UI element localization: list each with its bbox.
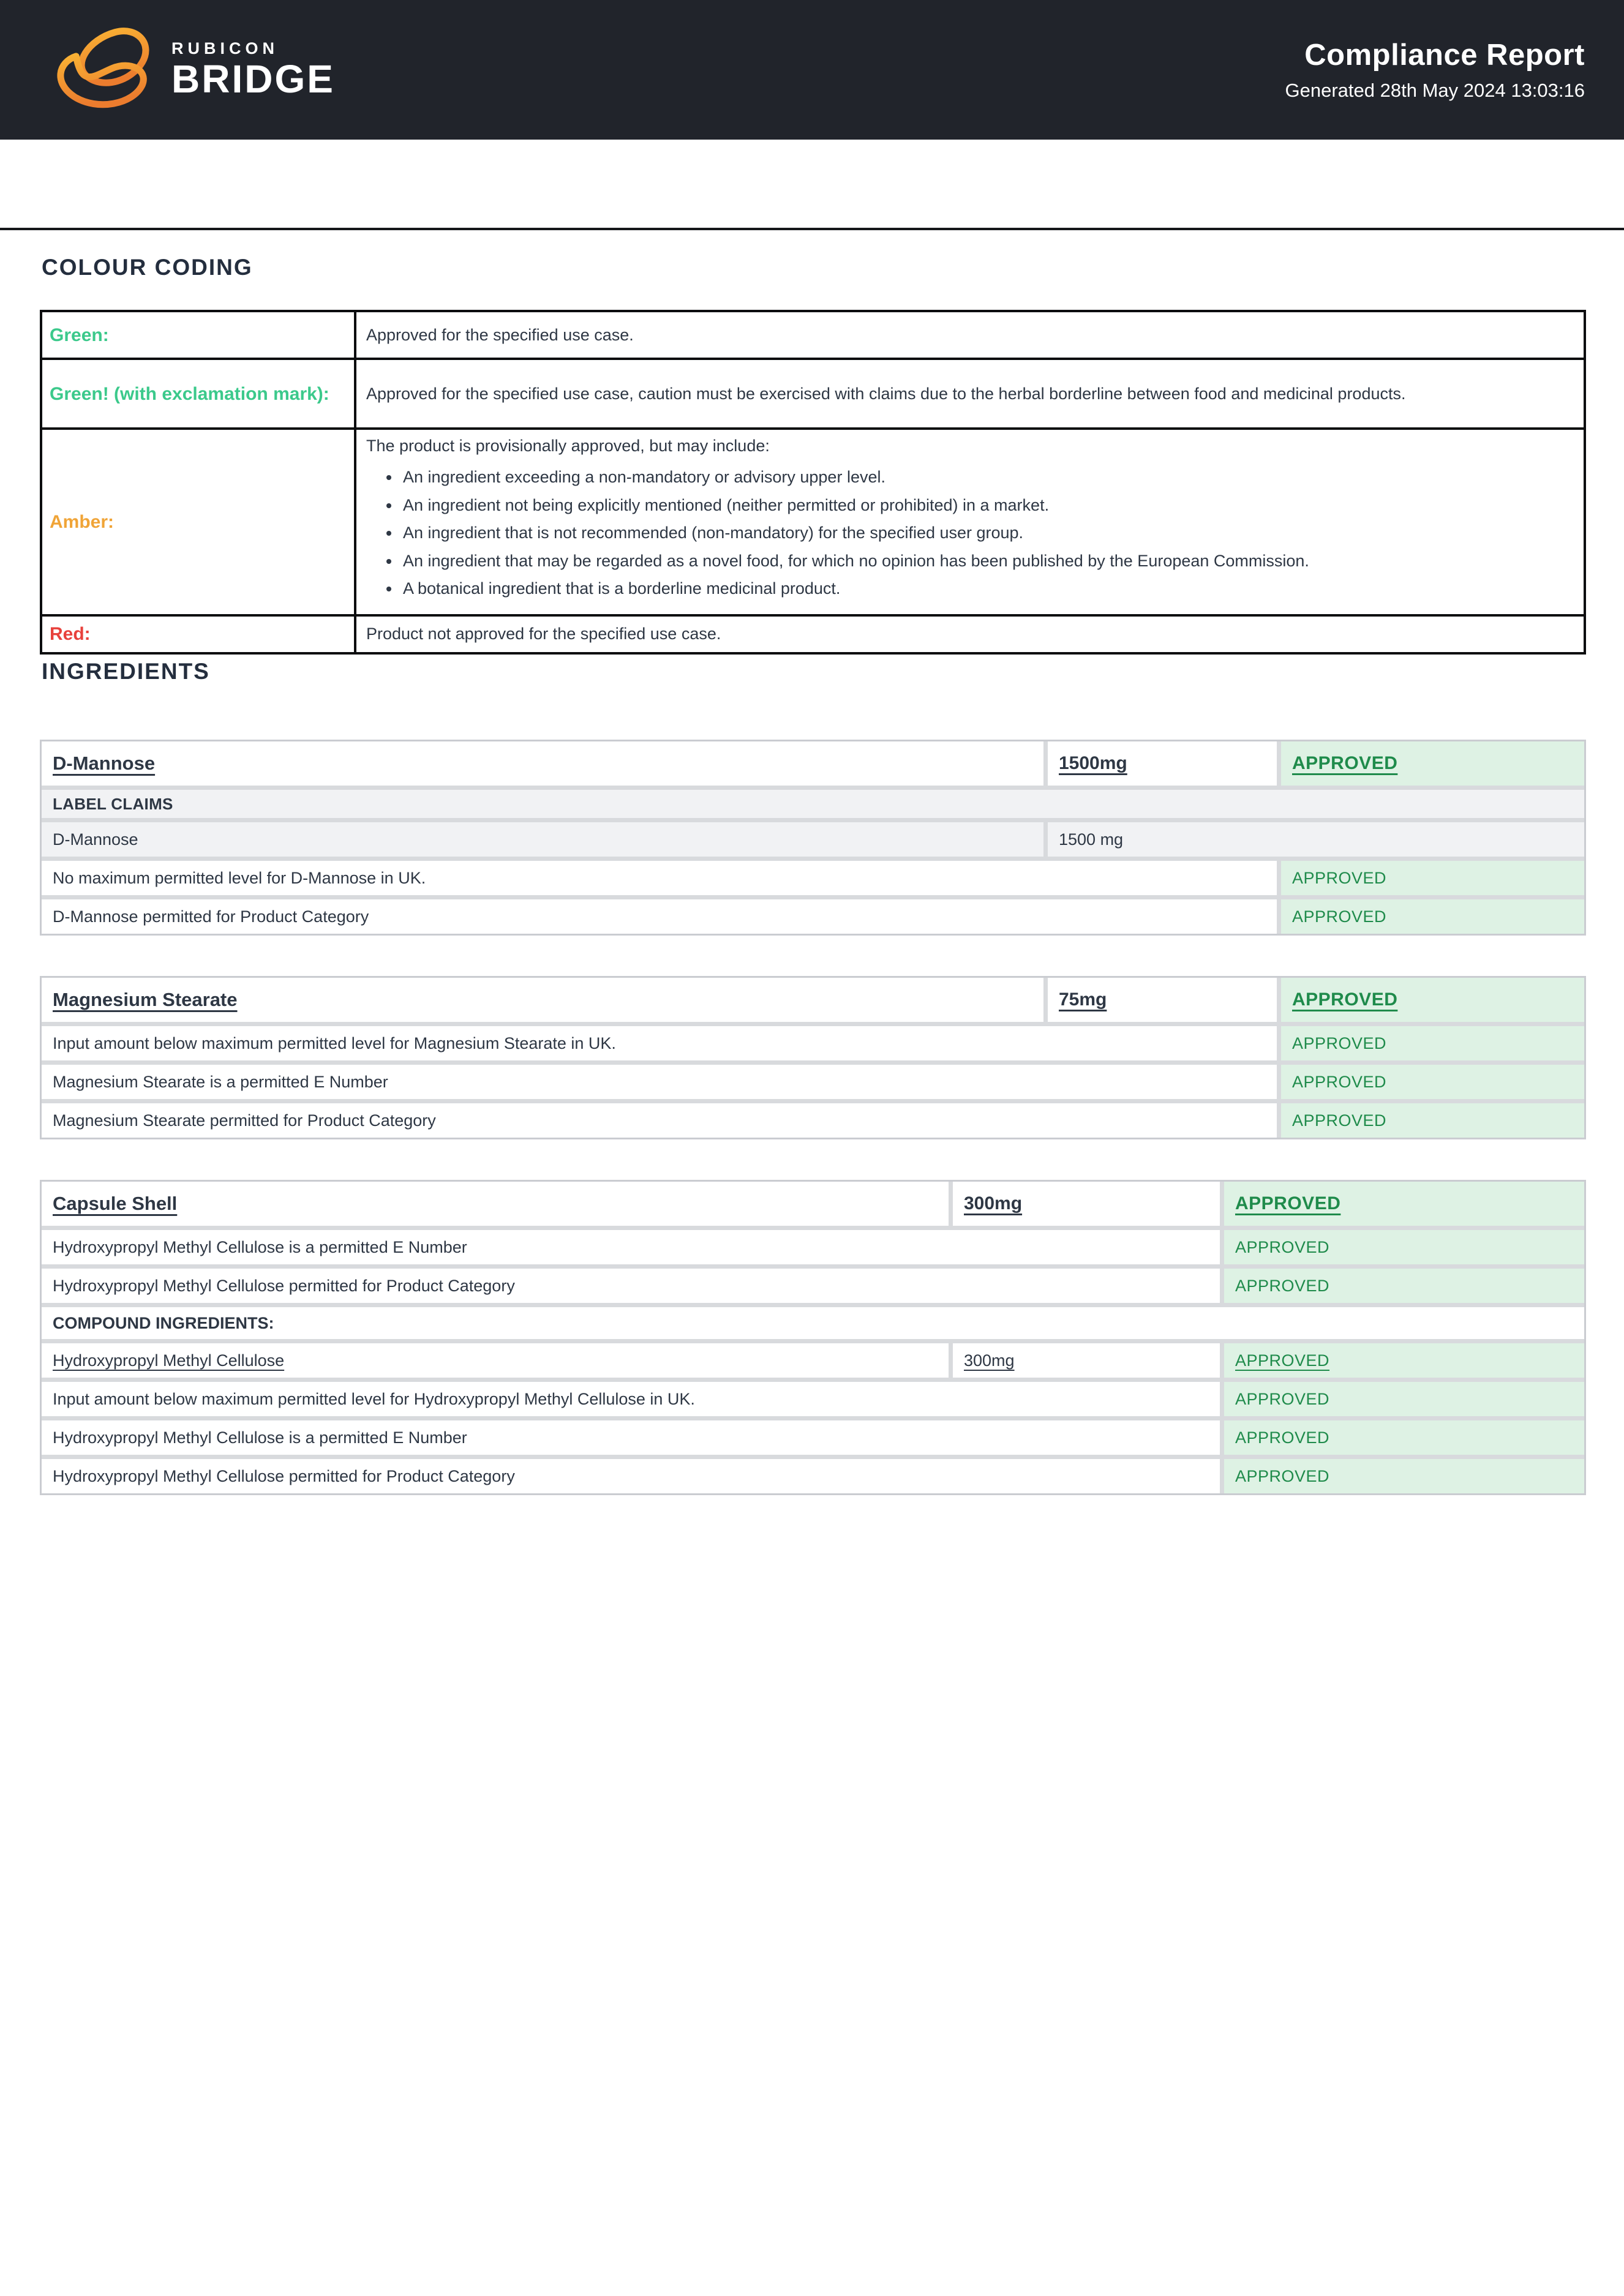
group-label-row xyxy=(42,790,1584,818)
ingredient-name: D-Mannose xyxy=(42,741,1043,786)
amber-bullet: • An ingredient that may be regarded as a novel food, for which no opinion has been published by the European Commission. xyxy=(400,550,1574,572)
colour-label: Green: xyxy=(42,312,356,358)
status-badge: APPROVED xyxy=(1224,1343,1584,1378)
colour-label: Green! (with exclamation mark): xyxy=(42,360,356,427)
check-text: Input amount below maximum permitted level for Hydroxypropyl Methyl Cellulose in UK. xyxy=(42,1382,1220,1416)
colour-label: Red: xyxy=(42,617,356,652)
claim-name: D-Mannose xyxy=(42,822,1043,857)
amber-bullet: • An ingredient that is not recommended (non-mandatory) for the specified user group. xyxy=(400,522,1574,544)
colour-description: Approved for the specified use case. xyxy=(366,325,634,344)
ingredient-amount: 300mg xyxy=(953,1182,1220,1226)
compound-amount: 300mg xyxy=(953,1343,1220,1378)
rubicon-bridge-swirl-icon xyxy=(49,18,154,122)
ingredient-table-d-mannose xyxy=(40,740,1586,936)
logo-text-rubicon: RUBICON xyxy=(171,39,279,58)
check-text: Input amount below maximum permitted level for Magnesium Stearate in UK. xyxy=(42,1026,1277,1060)
amber-bullet: • An ingredient not being explicitly mentioned (neither permitted or prohibited) in a market. xyxy=(400,494,1574,516)
ingredient-amount: 75mg xyxy=(1048,978,1277,1022)
status-badge: APPROVED xyxy=(1281,861,1584,895)
colour-description: Approved for the specified use case, caution must be exercised with claims due to the herbal borderline between food and medicinal products. xyxy=(366,384,1406,403)
report-header-right xyxy=(1285,38,1585,102)
colour-description: Product not approved for the specified use case. xyxy=(366,625,721,643)
report-title: Compliance Report xyxy=(1304,39,1585,72)
amber-intro: The product is provisionally approved, but may include: xyxy=(366,437,770,455)
status-badge: APPROVED xyxy=(1281,899,1584,934)
colour-coding-row-2 xyxy=(42,427,1584,614)
status-badge: APPROVED xyxy=(1281,741,1584,786)
amber-bullet: • A botanical ingredient that is a borderline medicinal product. xyxy=(400,577,1574,599)
ingredients-heading: INGREDIENTS xyxy=(42,659,210,684)
colour-coding-row-1 xyxy=(42,358,1584,427)
status-badge: APPROVED xyxy=(1224,1269,1584,1303)
note-text: COMPOUND INGREDIENTS: xyxy=(42,1307,1584,1339)
status-badge: APPROVED xyxy=(1224,1182,1584,1226)
ingredient-amount: 1500mg xyxy=(1048,741,1277,786)
claim-row xyxy=(42,822,1584,857)
ingredient-header-row xyxy=(42,978,1584,1022)
check-text: No maximum permitted level for D-Mannose in UK. xyxy=(42,861,1277,895)
colour-coding-row-3 xyxy=(42,614,1584,652)
status-badge: APPROVED xyxy=(1281,1026,1584,1060)
check-row xyxy=(42,1103,1584,1138)
ingredient-table-magnesium-stearate xyxy=(40,976,1586,1139)
check-text: Hydroxypropyl Methyl Cellulose is a permitted E Number xyxy=(42,1420,1220,1455)
status-badge: APPROVED xyxy=(1224,1382,1584,1416)
check-text: Hydroxypropyl Methyl Cellulose permitted for Product Category xyxy=(42,1459,1220,1493)
group-label: LABEL CLAIMS xyxy=(42,790,1584,818)
check-row xyxy=(42,1382,1584,1416)
rubicon-bridge-logo xyxy=(49,18,335,122)
check-text: D-Mannose permitted for Product Category xyxy=(42,899,1277,934)
note-row xyxy=(42,1307,1584,1339)
check-text: Hydroxypropyl Methyl Cellulose is a permitted E Number xyxy=(42,1230,1220,1264)
colour-coding-table xyxy=(40,310,1586,655)
status-badge: APPROVED xyxy=(1281,1065,1584,1099)
ingredient-header-row xyxy=(42,741,1584,786)
check-text: Magnesium Stearate is a permitted E Number xyxy=(42,1065,1277,1099)
compound-ingredient-row xyxy=(42,1343,1584,1378)
colour-description xyxy=(356,430,1584,614)
check-row xyxy=(42,1026,1584,1060)
status-badge: APPROVED xyxy=(1224,1230,1584,1264)
logo-text-bridge: BRIDGE xyxy=(171,56,335,101)
ingredient-name: Capsule Shell xyxy=(42,1182,949,1226)
ingredient-header-row xyxy=(42,1182,1584,1226)
header-divider xyxy=(0,228,1624,230)
check-text: Hydroxypropyl Methyl Cellulose permitted for Product Category xyxy=(42,1269,1220,1303)
check-row xyxy=(42,1459,1584,1493)
status-badge: APPROVED xyxy=(1224,1459,1584,1493)
check-row xyxy=(42,861,1584,895)
compound-name: Hydroxypropyl Methyl Cellulose xyxy=(42,1343,949,1378)
check-row xyxy=(42,899,1584,934)
claim-amount: 1500 mg xyxy=(1048,822,1584,857)
ingredient-table-capsule-shell xyxy=(40,1180,1586,1495)
generated-timestamp: Generated 28th May 2024 13:03:16 xyxy=(1285,80,1585,101)
check-row xyxy=(42,1230,1584,1264)
amber-bullet-list xyxy=(400,460,1574,605)
report-header xyxy=(0,0,1624,140)
check-row xyxy=(42,1420,1584,1455)
check-row xyxy=(42,1065,1584,1099)
colour-coding-heading: COLOUR CODING xyxy=(42,255,253,280)
ingredient-name: Magnesium Stearate xyxy=(42,978,1043,1022)
status-badge: APPROVED xyxy=(1281,1103,1584,1138)
ingredients-section xyxy=(40,740,1586,1536)
status-badge: APPROVED xyxy=(1224,1420,1584,1455)
colour-label: Amber: xyxy=(42,430,356,614)
amber-bullet: • An ingredient exceeding a non-mandatory or advisory upper level. xyxy=(400,466,1574,488)
check-row xyxy=(42,1269,1584,1303)
check-text: Magnesium Stearate permitted for Product Category xyxy=(42,1103,1277,1138)
status-badge: APPROVED xyxy=(1281,978,1584,1022)
colour-coding-row-0 xyxy=(42,312,1584,358)
